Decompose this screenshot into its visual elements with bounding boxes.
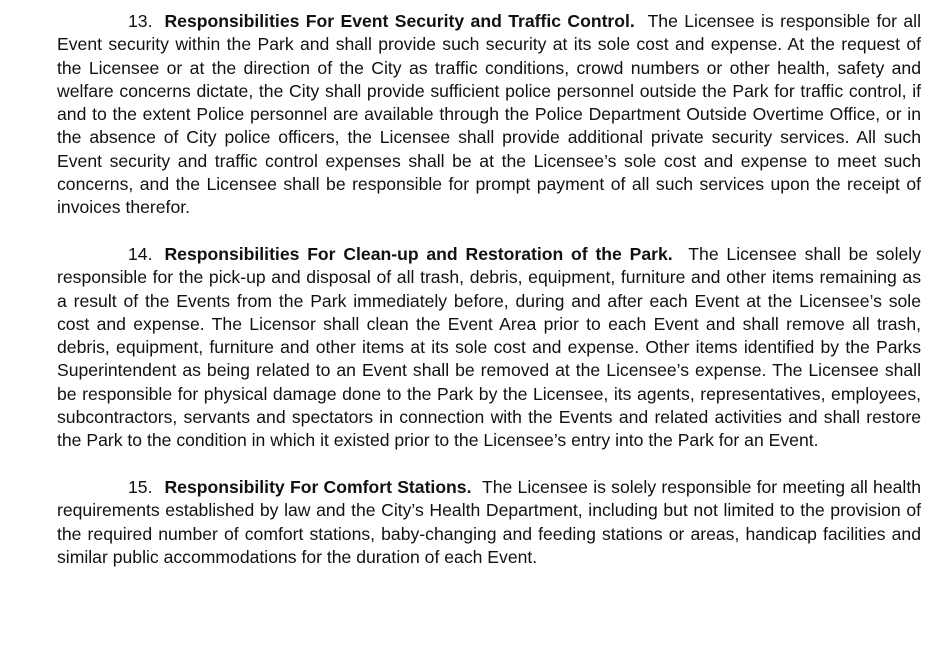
section-heading: Responsibilities For Event Security and Traffic Control.: [164, 11, 635, 31]
section-number: 15.: [128, 476, 153, 497]
section-14: [57, 243, 921, 453]
section-number: 13.: [128, 11, 153, 31]
section-heading: Responsibility For Comfort Stations.: [164, 476, 472, 497]
section-13: [57, 10, 921, 220]
section-body: The Licensee shall be solely responsible for the pick-up and disposal of all trash, debris, equipment, furniture and other items remaining as a result of the Events from the Park immediately before, during and after each Event at the Licensee’s sole cost and expense. The Licensor shall clean the Event Area prior to each Event and shall remove all trash, debris, equipment, furniture and other items at its sole cost and expense. Other items identified by the Parks Superintendent as being related to an Event shall be removed at the Licensee’s expense. The Licensee shall be responsible for physical damage done to the Park by the Licensee, its agents, representatives, employees, subcontractors, servants and spectators in connection with the Events and related activities and shall restore the Park to the condition in which it existed prior to the Licensee’s entry into the Park for an Event.: [57, 243, 921, 451]
section-15: [57, 476, 921, 569]
section-number: 14.: [128, 243, 153, 264]
document-page: [57, 10, 921, 569]
section-body: The Licensee is responsible for all Event security within the Park and shall provide such security at its sole cost and expense. At the request of the Licensee or at the direction of the City as traffic conditions, crowd numbers or other health, safety and welfare concerns dictate, the City shall provide sufficient police personnel outside the Park for traffic control, if and to the extent Police personnel are available through the Police Department Outside Overtime Office, or in the absence of City police officers, the Licensee shall provide additional private security services. All such Event security and traffic control expenses shall be at the Licensee’s sole cost and expense to meet such concerns, and the Licensee shall be responsible for prompt payment of all such services upon the receipt of invoices therefor.: [57, 11, 921, 218]
section-body: The Licensee is solely responsible for meeting all health requirements established by law and the City’s Health Department, including but not limited to the provision of the required number of comfort stations, baby-changing and feeding stations or areas, handicap facilities and similar public accommodations for the duration of each Event.: [57, 476, 921, 567]
section-heading: Responsibilities For Clean-up and Restoration of the Park.: [164, 243, 673, 264]
